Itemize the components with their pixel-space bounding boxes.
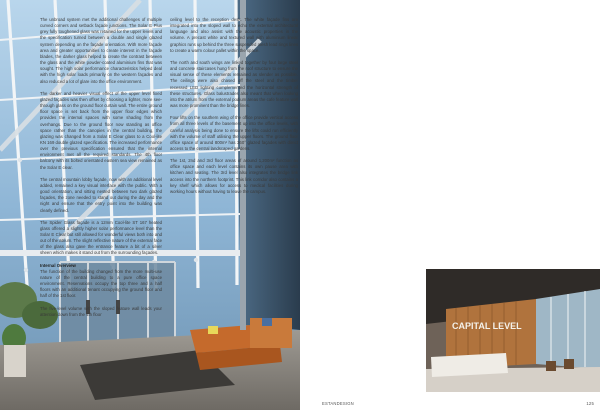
paragraph: The central mountain lobby façade, now with an additional level added, remained a key visual interface with the public. With a good orientation, and sitting nested between two dark glazed façades, the zone needed to stand out during the day and the night and ensure that the entry point into the building was clearly defined. [40,176,162,213]
capital-level-sign: CAPITAL LEVEL [452,321,522,331]
paragraph: ceiling level to the reception desk. The white façade fins are integrated into the sloped wall to echo the external architectural language and also assist with the acoustic properties in the volume. A precast white and textured wall with aluminium linear graphics runs up behind the three suspended mesh lead rings lines to create a warm colour pallet within the space. [170,17,298,53]
paragraph: Four lifts on the southern wing of the office provide vertical access from all three levels of the basement up into the office levels, with careful analysis being done to ensure the lifts could run efficiently with the volume of staff utilising the upper floors. The ground floor office space of around 800m² has 360° glazed façades with direct access to the central landscaped gardens. [170,115,298,151]
paragraph: The north and south wings are linked together by four large steel and concrete staircases hung from the roof structure to ensure the visual sense of these elements remained as slender as possible. The ceilings were also chased off the steel and the timber recessed LED lighting complemented the horizontal strength of these structures. Glass balustrades also meant that when looking into the atrium from the external podium areas the cafe feature wall was more prominent than the bridge lines. [170,59,298,109]
paragraph: The darker and heavier visual effect of the upper level fixed glazed façades was then offset by choosing a lighter, more see-through glass on the ground floor curtain wall. The entire ground floor space is set back from the upper floor edges which provides the internal spaces with some shading from the overhangs. Due to the ground floor now standing as office space rather than the canopies in the central building, the glazing was changed from a Solar E Clear glass to a Cool-lite KN 169 double glazed specification. The increased performance over the previous specification ensured that the internal environment met all the required standards. The 4th floor balcony with its bolted orientated eastern sea view remained as the Solar E clear. [40,90,162,170]
page-number: 125 [586,401,594,406]
section-subhead: Internal Overview [40,262,76,268]
paragraph: The unbroad system met the additional challenges of multiple curved corners and setback façade junctions. The Solar E Plus grey fully toughened glass was retained for the upper levels and the specification turned between a double and single glazed system depending on the façade orientation. With more façade area and greater opportunities to create interest in the façade blades, the darker glass helped to create the contrast between the glass and the white powder-coated aluminium fins that was sought. The high solar performance characteristics helped deal with the high solar loads primarily on the western façades and also reduced a lot of glare into the office environment. [40,17,162,84]
paragraph: The Spider Glass façade is a 12mm Cool-lite ST 167 heated glass offered a slightly higher solar performance level than the Solar E Clear but still allowed for wonderful views both into and out of the atrium. The slight reflective nature of the external face of the glass also gave the entrance feature a bit of a silver sheen which makes it stand out from the surrounding façades. [40,219,162,256]
paragraph: The five-level volume with the sloped feature wall leads your attention down from the 4th floor [40,305,162,317]
publication-footer: ESTANDESIGN [322,401,354,406]
text-column-left [40,17,162,324]
paragraph: The 1st, 2nd and 3rd floor areas of around 1,200m² function as office space and each level contains its own pause area with kitchen and seating. The 3rd level also integrates the bridge link access into the northern footprint. This link corridor also contains a key shelf which allows for access to medical facilities during working hours without having to leave the campus. [170,158,298,194]
lobby-interior-photo [426,269,600,392]
paragraph: The function of the building changed from the more multi-use nature of the central building to a pure office space environment. Reservations occupy the top three and a half floors with an additional tenant occupying the ground floor and half of the 1st floor. [40,268,162,299]
text-column-right [170,17,298,201]
